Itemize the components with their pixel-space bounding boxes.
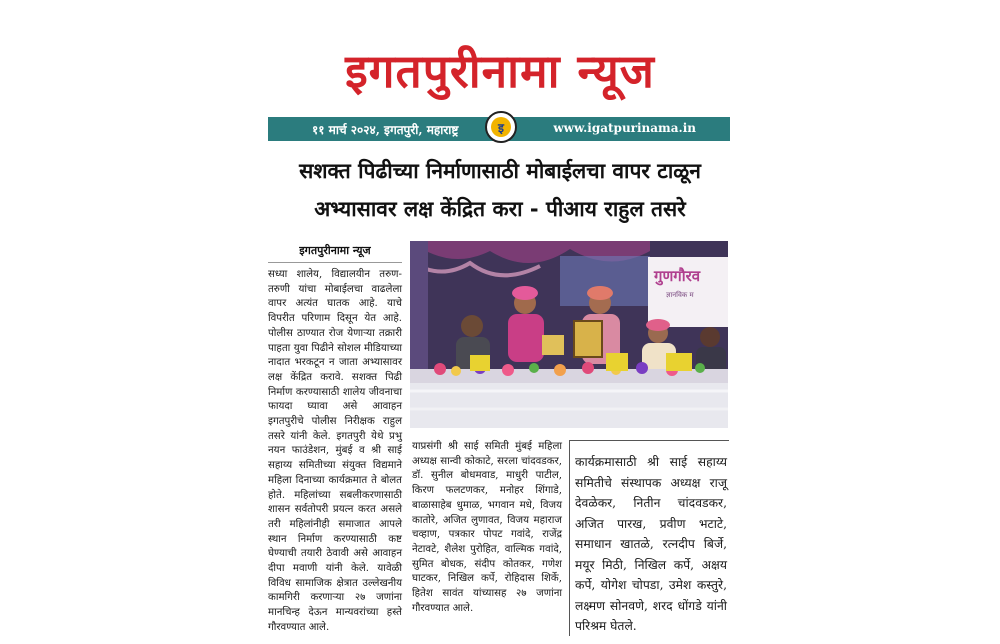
website-link[interactable]: www.igatpurinama.in bbox=[553, 121, 696, 135]
event-photo-illustration bbox=[410, 241, 728, 428]
article-column-2: याप्रसंगी श्री साई समिती मुंबई महिला अध्यक्ष सान्वी कोकाटे, सरला चांदवडकर, डॉ. सुनील बोधमवाड, माधुरी पाटील, किरण फलटणकर, मनोहर शिंगाडे, बाळासाहेब धुमाळ, भगवान मधे, विजय कातोरे, अजित लुणावत, विजय महाराज चव्हाण, पत्रकार पोपट गवांदे, राजेंद्र नेटावटे, शैलेश पुरोहित, वाल्मिक गवांदे, सुमित बोधक, संदीप कोतकर, गणेश घाटकर, निखिल कर्पे, रोहिदास शिर्के, हितेश सावंत यांच्यासह २७ जणांना गौरवण्यात आले. bbox=[412, 441, 562, 614]
masthead-title: इगतपुरीनामा न्यूज bbox=[345, 44, 655, 98]
article-column-1: सध्या शालेय, विद्यालयीन तरुण-तरुणी यांचा मोबाईलचा वाढलेला वापर अत्यंत घातक आहे. याचे विपरीत परिणाम दिसून येत आहे. पोलीस ठाण्यात रोज येणाऱ्या तक्रारी पाहता युवा पिढीने सोशल मीडियाच्या नादात भरकटून न जाता अभ्यासावर लक्ष केंद्रित करावे. सशक्त पिढी निर्माण करण्यासाठी शालेय जीवनाचा फायदा घ्यावा असे आवाहन इगतपुरीचे पोलीस निरीक्षक राहुल तसरे यांनी केले. इगतपुरी येथे प्रभु नयन फाउंडेशन, मुंबई व श्री साई सहाय्य समितीच्या संयुक्त विद्यमाने महिला दिनाच्या कार्यक्रमात ते बोलत होते. महिलांच्या सबलीकरणासाठी शासन सर्वतोपरी प्रयत्न करत असले तरी महिलांनीही समाजात आपले स्थान निर्माण करण्यासाठी कष्ट घेण्याची तयारी ठेवावी असे आवाहन दीपा मवाणी यांनी केले. यावेळी विविध सामाजिक क्षेत्रात उल्लेखनीय कामगिरी करणाऱ्या २७ जणांना मानचिन्ह देऊन मान्यवरांच्या हस्ते गौरवण्यात आले. bbox=[268, 269, 402, 633]
article-column-3: कार्यक्रमासाठी श्री साई सहाय्य समितीचे संस्थापक अध्यक्ष राजू देवळेकर, नितीन चांदवडकर, अजित पारख, प्रवीण भटाटे, समाधान खातळे, रत्नदीप बिर्जे, मयूर मिठी, निखिल कर्पे, अक्षय कर्पे, योगेश चोपडा, उमेश कस्तुरे, लक्ष्मण सोनवणे, शरद धोंगडे यांनी परिश्रम घेतले. bbox=[575, 455, 727, 633]
headline-line-1: सशक्त पिढीच्या निर्माणासाठी मोबाईलचा वापर टाळून bbox=[299, 159, 701, 183]
column-top-rule bbox=[569, 440, 729, 441]
headline bbox=[250, 152, 750, 228]
logo-glyph: इ bbox=[491, 117, 511, 137]
banner-title: गुणगौरव bbox=[654, 267, 701, 285]
banner-subtitle: ज्ञानविक म bbox=[666, 291, 694, 299]
headline-line-2: अभ्यासावर लक्ष केंद्रित करा - पीआय राहुल तसरे bbox=[314, 197, 686, 221]
column-divider bbox=[569, 440, 570, 636]
publication-date: ११ मार्च २०२४, इगतपुरी, महाराष्ट्र bbox=[312, 123, 459, 137]
newspaper-logo-icon bbox=[485, 111, 517, 143]
event-photo bbox=[410, 241, 728, 428]
byline: इगतपुरीनामा न्यूज bbox=[268, 243, 402, 263]
